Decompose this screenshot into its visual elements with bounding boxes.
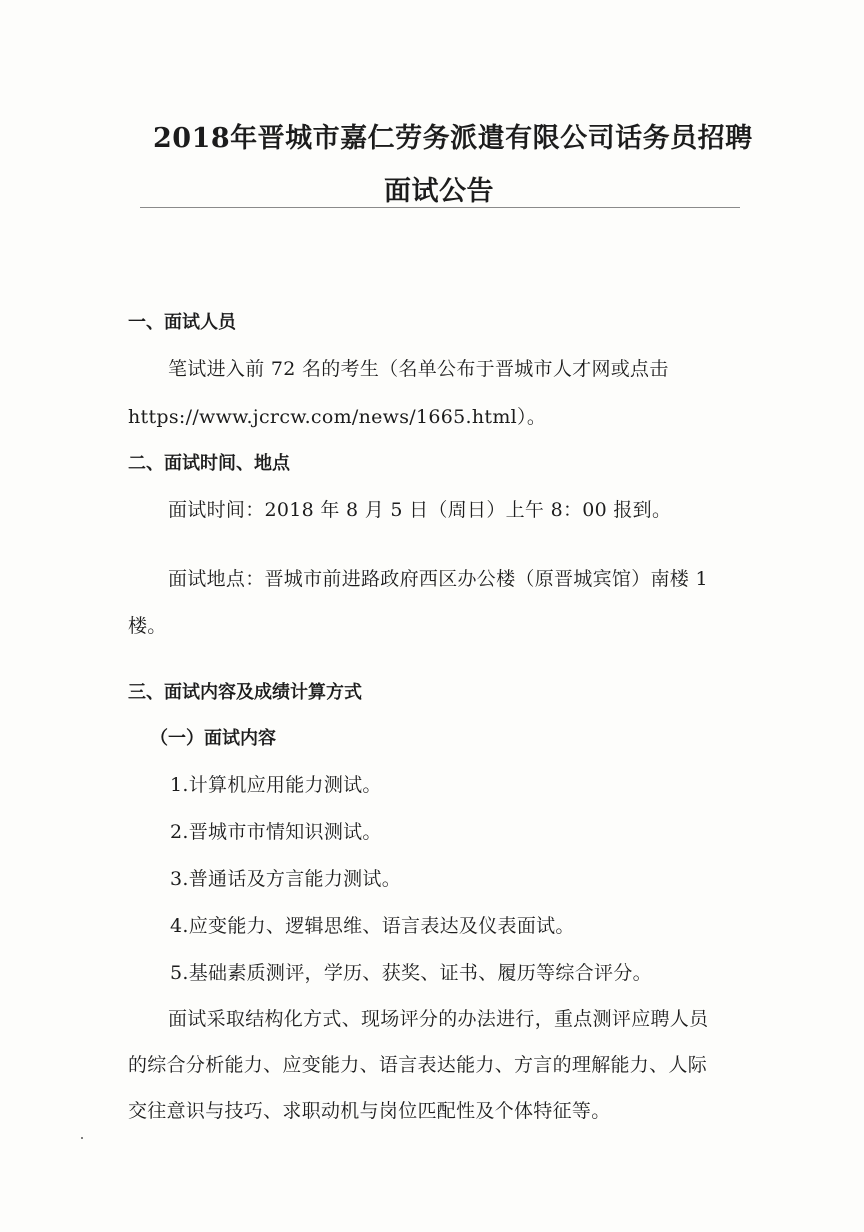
content-item-5: 5.基础素质测评，学历、获奖、证书、履历等综合评分。: [170, 962, 652, 984]
title-line-1: 2018年晋城市嘉仁劳务派遣有限公司话务员招聘: [153, 123, 753, 154]
section1-paragraph-line-1: 笔试进入前 72 名的考生（名单公布于晋城市人才网或点击: [168, 358, 669, 380]
section1-paragraph-line-2: https://www.jcrcw.com/news/1665.html）。: [128, 406, 547, 428]
section1-heading: 一、面试人员: [128, 312, 236, 333]
section3-paragraph-line-3: 交往意识与技巧、求职动机与岗位匹配性及个体特征等。: [128, 1100, 611, 1122]
content-item-4: 4.应变能力、逻辑思维、语言表达及仪表面试。: [170, 915, 575, 937]
section3-paragraph-line-2: 的综合分析能力、应变能力、语言表达能力、方言的理解能力、人际: [128, 1054, 708, 1076]
content-item-1: 1.计算机应用能力测试。: [170, 774, 382, 796]
scan-speck: [81, 1137, 83, 1139]
section2-place-line-2: 楼。: [128, 615, 167, 637]
section2-heading: 二、面试时间、地点: [128, 453, 290, 474]
section2-time: 面试时间：2018 年 8 月 5 日（周日）上午 8：00 报到。: [168, 499, 672, 521]
section3-paragraph-line-1: 面试采取结构化方式、现场评分的办法进行，重点测评应聘人员: [168, 1008, 709, 1030]
title-line-2: 面试公告: [384, 176, 494, 207]
section2-place-line-1: 面试地点：晋城市前进路政府西区办公楼（原晋城宾馆）南楼 1: [168, 568, 708, 590]
title-underline: [140, 207, 740, 208]
section3-subheading: （一）面试内容: [150, 728, 276, 749]
section3-heading: 三、面试内容及成绩计算方式: [128, 682, 362, 703]
content-item-2: 2.晋城市市情知识测试。: [170, 821, 382, 843]
content-item-3: 3.普通话及方言能力测试。: [170, 868, 402, 890]
